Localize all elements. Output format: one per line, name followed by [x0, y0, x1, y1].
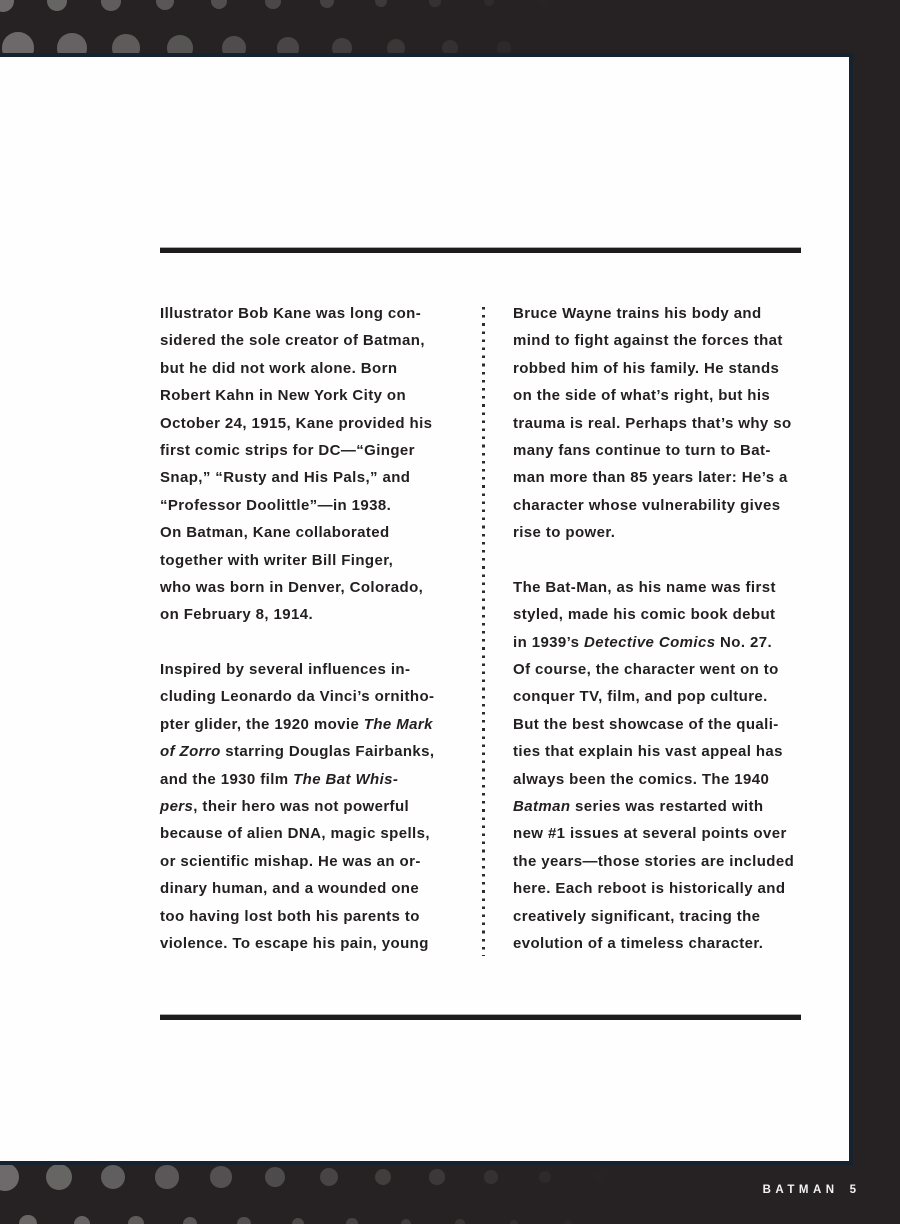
- halftone-dot: [74, 1216, 90, 1224]
- text-line: The Bat-Man, as his name was first: [513, 578, 776, 596]
- text-line: cluding Leonardo da Vinci’s ornitho-: [160, 688, 435, 706]
- top-rule: [160, 248, 801, 253]
- halftone-dot: [46, 1165, 72, 1190]
- column-left: [160, 300, 465, 957]
- halftone-dot: [211, 0, 228, 9]
- halftone-dot: [510, 1220, 518, 1224]
- halftone-dot: [47, 0, 68, 11]
- text-line: styled, made his comic book debut: [513, 606, 776, 624]
- column-divider-dotted: [482, 307, 485, 956]
- halftone-dot: [210, 1166, 231, 1187]
- text-line: Snap,” “Rusty and His Pals,” and: [160, 469, 411, 487]
- paragraph: [513, 574, 818, 957]
- text-line: Inspired by several influences in-: [160, 661, 411, 679]
- text-line: sidered the sole creator of Batman,: [160, 332, 425, 350]
- text-line: violence. To escape his pain, young: [160, 934, 429, 952]
- halftone-dot: [455, 1219, 464, 1224]
- halftone-band-top: [0, 0, 900, 53]
- halftone-dot: [19, 1215, 36, 1224]
- halftone-dot: [2, 32, 33, 53]
- text-line: mind to fight against the forces that: [513, 332, 783, 350]
- halftone-dot: [442, 40, 458, 53]
- text-line: in 1939’s Detective Comics No. 27.: [513, 633, 773, 651]
- halftone-dot: [320, 1168, 338, 1186]
- text-line: many fans continue to turn to Bat-: [513, 441, 771, 459]
- text-line: conquer TV, film, and pop culture.: [513, 688, 768, 706]
- paragraph: [160, 300, 465, 629]
- halftone-dot: [346, 1218, 357, 1224]
- text-line: Bruce Wayne trains his body and: [513, 305, 762, 322]
- halftone-dot: [112, 34, 140, 53]
- page-sheet: [0, 53, 853, 1165]
- text-line: first comic strips for DC—“Ginger: [160, 441, 415, 459]
- footer-page-number: 5: [849, 1184, 856, 1196]
- halftone-dot: [429, 1169, 444, 1184]
- column-right: [513, 300, 818, 957]
- halftone-dot: [497, 41, 511, 53]
- halftone-dot: [375, 1169, 392, 1186]
- halftone-dot: [222, 36, 246, 53]
- halftone-dot: [429, 0, 440, 7]
- paragraph: [160, 656, 465, 957]
- halftone-dot: [320, 0, 334, 8]
- halftone-dot: [277, 37, 299, 53]
- halftone-dot: [593, 1171, 604, 1182]
- text-line: who was born in Denver, Colorado,: [160, 578, 424, 596]
- halftone-dot: [167, 35, 193, 53]
- halftone-dot: [401, 1219, 411, 1224]
- halftone-dot: [375, 0, 388, 7]
- text-line: rise to power.: [513, 524, 616, 542]
- text-line: or scientific mishap. He was an or-: [160, 852, 421, 870]
- text-line: pter glider, the 1920 movie The Mark: [160, 715, 433, 733]
- halftone-dot: [183, 1217, 197, 1224]
- text-line: Batman series was restarted with: [513, 798, 764, 816]
- text-line: because of alien DNA, magic spells,: [160, 825, 430, 843]
- halftone-band-bottom: [0, 1165, 900, 1224]
- text-line: robbed him of his family. He stands: [513, 359, 780, 377]
- halftone-dot: [265, 1167, 285, 1187]
- text-line: Robert Kahn in New York City on: [160, 387, 407, 405]
- text-line: man more than 85 years later: He’s a: [513, 469, 788, 487]
- text-line: creatively significant, tracing the: [513, 907, 761, 925]
- text-line: new #1 issues at several points over: [513, 825, 787, 843]
- text-line: ties that explain his vast appeal has: [513, 743, 783, 761]
- text-line: on the side of what’s right, but his: [513, 387, 771, 405]
- text-line: character whose vulnerability gives: [513, 496, 781, 514]
- halftone-dot: [265, 0, 280, 9]
- text-line: “Professor Doolittle”—in 1938.: [160, 496, 392, 514]
- text-line: on February 8, 1914.: [160, 606, 314, 624]
- footer-book-title: BATMAN: [762, 1184, 839, 1196]
- halftone-dot: [101, 0, 120, 11]
- halftone-dot: [237, 1217, 250, 1224]
- halftone-dot: [101, 1165, 126, 1189]
- text-line: Of course, the character went on to: [513, 661, 779, 679]
- bottom-rule: [160, 1015, 801, 1020]
- halftone-dot: [539, 1171, 551, 1183]
- halftone-dot: [484, 1170, 498, 1184]
- halftone-dot: [564, 1220, 571, 1224]
- text-line: the years—those stories are included: [513, 852, 795, 870]
- text-line: too having lost both his parents to: [160, 907, 420, 925]
- halftone-dot: [292, 1218, 304, 1224]
- page-footer: [763, 1184, 856, 1196]
- halftone-dot: [387, 39, 405, 53]
- text-line: and the 1930 film The Bat Whis-: [160, 770, 399, 788]
- paragraph: [513, 300, 818, 547]
- halftone-dot: [155, 1165, 178, 1188]
- text-line: On Batman, Kane collaborated: [160, 524, 390, 542]
- halftone-dot: [156, 0, 174, 10]
- halftone-dot: [0, 0, 14, 12]
- text-line: pers, their hero was not powerful: [160, 798, 410, 816]
- halftone-dot: [538, 0, 548, 6]
- text-line: But the best showcase of the quali-: [513, 715, 779, 733]
- halftone-dot: [128, 1216, 143, 1224]
- halftone-dot: [0, 1165, 19, 1191]
- text-line: of Zorro starring Douglas Fairbanks,: [160, 743, 435, 761]
- halftone-dot: [57, 33, 86, 53]
- text-line: dinary human, and a wounded one: [160, 880, 420, 898]
- text-line: Illustrator Bob Kane was long con-: [160, 305, 422, 322]
- text-line: evolution of a timeless character.: [513, 934, 764, 952]
- text-line: always been the comics. The 1940: [513, 770, 770, 788]
- text-line: but he did not work alone. Born: [160, 359, 398, 377]
- text-line: October 24, 1915, Kane provided his: [160, 414, 433, 432]
- halftone-dot: [484, 0, 494, 6]
- text-line: here. Each reboot is historically and: [513, 880, 786, 898]
- text-line: together with writer Bill Finger,: [160, 551, 394, 569]
- halftone-dot: [332, 38, 352, 53]
- text-line: trauma is real. Perhaps that’s why so: [513, 414, 792, 432]
